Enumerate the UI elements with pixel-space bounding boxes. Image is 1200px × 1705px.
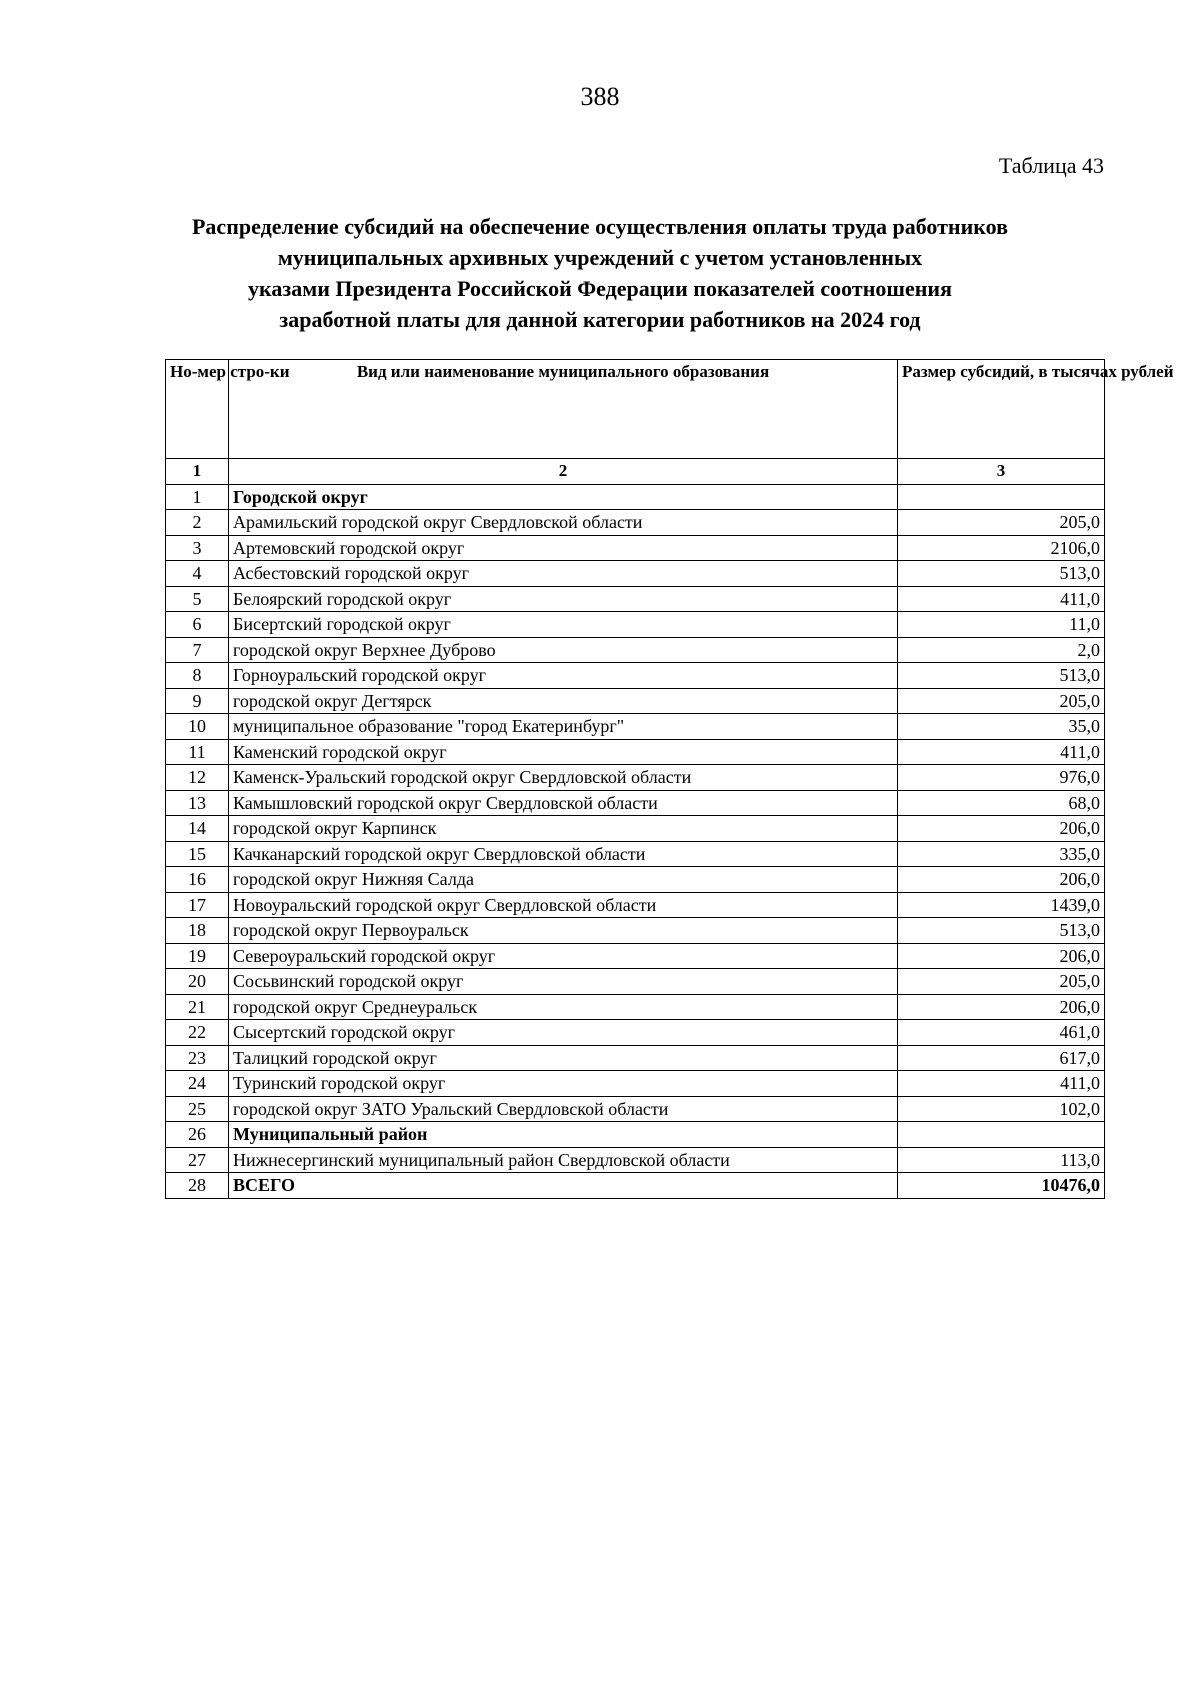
municipality-name: Асбестовский городской округ [229, 561, 898, 587]
row-number: 23 [166, 1045, 229, 1071]
municipality-name: городской округ ЗАТО Уральский Свердловской области [229, 1096, 898, 1122]
column-index: 2 [229, 459, 898, 485]
subsidy-amount: 10476,0 [898, 1173, 1105, 1199]
row-number: 4 [166, 561, 229, 587]
subsidy-amount [898, 1122, 1105, 1148]
header-subsidy-amount: Размер субсидий, в тысячах рублей [898, 360, 1105, 459]
table-row [166, 1173, 1105, 1199]
row-number: 17 [166, 892, 229, 918]
row-number: 26 [166, 1122, 229, 1148]
subsidy-amount: 2,0 [898, 637, 1105, 663]
table-row [166, 790, 1105, 816]
subsidy-amount: 1439,0 [898, 892, 1105, 918]
subsidy-amount: 206,0 [898, 867, 1105, 893]
row-number: 21 [166, 994, 229, 1020]
subsidy-amount: 68,0 [898, 790, 1105, 816]
table-row [166, 994, 1105, 1020]
municipality-name: Каменск-Уральский городской округ Свердловской области [229, 765, 898, 791]
table-row [166, 1045, 1105, 1071]
municipality-name: Нижнесергинский муниципальный район Свердловской области [229, 1147, 898, 1173]
subsidy-amount: 205,0 [898, 510, 1105, 536]
row-number: 11 [166, 739, 229, 765]
column-index-row [166, 459, 1105, 485]
column-index: 1 [166, 459, 229, 485]
table-body [166, 484, 1105, 1198]
table-row [166, 1071, 1105, 1097]
title-line: Распределение субсидий на обеспечение осуществления оплаты труда работников [191, 214, 1008, 239]
subsidy-amount: 35,0 [898, 714, 1105, 740]
table-row [166, 688, 1105, 714]
municipality-name: ВСЕГО [229, 1173, 898, 1199]
row-number: 1 [166, 484, 229, 510]
municipality-name: Городской округ [229, 484, 898, 510]
document-title [150, 211, 1050, 335]
table-row [166, 1122, 1105, 1148]
row-number: 20 [166, 969, 229, 995]
table-row [166, 765, 1105, 791]
subsidy-amount: 411,0 [898, 739, 1105, 765]
table-row [166, 1020, 1105, 1046]
row-number: 5 [166, 586, 229, 612]
subsidy-amount: 205,0 [898, 688, 1105, 714]
municipality-name: Арамильский городской округ Свердловской области [229, 510, 898, 536]
municipality-name: Артемовский городской округ [229, 535, 898, 561]
row-number: 16 [166, 867, 229, 893]
municipality-name: городской округ Верхнее Дуброво [229, 637, 898, 663]
row-number: 15 [166, 841, 229, 867]
subsidies-table [165, 359, 1174, 1199]
table-row [166, 918, 1105, 944]
table-row [166, 969, 1105, 995]
header-municipality-name: Вид или наименование муниципального образования [229, 360, 898, 459]
column-index: 3 [898, 459, 1105, 485]
table-row [166, 1096, 1105, 1122]
row-number: 13 [166, 790, 229, 816]
header-row-number: Но-мер стро-ки [166, 360, 229, 459]
municipality-name: Сысертский городской округ [229, 1020, 898, 1046]
municipality-name: Туринский городской округ [229, 1071, 898, 1097]
municipality-name: Муниципальный район [229, 1122, 898, 1148]
row-number: 14 [166, 816, 229, 842]
subsidy-amount: 206,0 [898, 816, 1105, 842]
row-number: 10 [166, 714, 229, 740]
table-row [166, 612, 1105, 638]
municipality-name: Сосьвинский городской округ [229, 969, 898, 995]
title-line: муниципальных архивных учреждений с учетом установленных [277, 245, 923, 270]
table-caption: Таблица 43 [998, 153, 1104, 178]
subsidy-amount: 205,0 [898, 969, 1105, 995]
row-number: 25 [166, 1096, 229, 1122]
table-row [166, 816, 1105, 842]
municipality-name: городской округ Первоуральск [229, 918, 898, 944]
municipality-name: Талицкий городской округ [229, 1045, 898, 1071]
row-number: 22 [166, 1020, 229, 1046]
subsidy-amount: 206,0 [898, 994, 1105, 1020]
row-number: 2 [166, 510, 229, 536]
municipality-name: городской округ Нижняя Салда [229, 867, 898, 893]
subsidy-amount: 2106,0 [898, 535, 1105, 561]
table-row [166, 663, 1105, 689]
table-row [166, 943, 1105, 969]
table-row [166, 561, 1105, 587]
subsidy-amount: 513,0 [898, 918, 1105, 944]
row-number: 24 [166, 1071, 229, 1097]
subsidy-amount: 113,0 [898, 1147, 1105, 1173]
table-row [166, 841, 1105, 867]
subsidy-amount: 617,0 [898, 1045, 1105, 1071]
page-number: 388 [580, 82, 620, 111]
row-number: 12 [166, 765, 229, 791]
municipality-name: Камышловский городской округ Свердловской области [229, 790, 898, 816]
row-number: 9 [166, 688, 229, 714]
municipality-name: муниципальное образование "город Екатеринбург" [229, 714, 898, 740]
subsidy-amount: 102,0 [898, 1096, 1105, 1122]
table-row [166, 714, 1105, 740]
subsidy-amount: 411,0 [898, 586, 1105, 612]
subsidy-amount [898, 484, 1105, 510]
row-number: 18 [166, 918, 229, 944]
table-row [166, 867, 1105, 893]
municipality-name: городской округ Карпинск [229, 816, 898, 842]
subsidy-amount: 513,0 [898, 561, 1105, 587]
title-line: указами Президента Российской Федерации показателей соотношения [248, 276, 952, 301]
municipality-name: Бисертский городской округ [229, 612, 898, 638]
table-row [166, 510, 1105, 536]
municipality-name: Новоуральский городской округ Свердловской области [229, 892, 898, 918]
row-number: 3 [166, 535, 229, 561]
subsidy-amount: 11,0 [898, 612, 1105, 638]
municipality-name: городской округ Среднеуральск [229, 994, 898, 1020]
subsidy-amount: 976,0 [898, 765, 1105, 791]
municipality-name: Североуральский городской округ [229, 943, 898, 969]
row-number: 27 [166, 1147, 229, 1173]
subsidy-amount: 335,0 [898, 841, 1105, 867]
row-number: 19 [166, 943, 229, 969]
row-number: 28 [166, 1173, 229, 1199]
subsidy-amount: 461,0 [898, 1020, 1105, 1046]
row-number: 7 [166, 637, 229, 663]
table-row [166, 586, 1105, 612]
table-row [166, 637, 1105, 663]
municipality-name: Горноуральский городской округ [229, 663, 898, 689]
table-row [166, 484, 1105, 510]
subsidy-amount: 206,0 [898, 943, 1105, 969]
subsidy-amount: 411,0 [898, 1071, 1105, 1097]
table-header-row [166, 360, 1105, 459]
table-row [166, 892, 1105, 918]
table-row [166, 739, 1105, 765]
subsidy-amount: 513,0 [898, 663, 1105, 689]
municipality-name: Белоярский городской округ [229, 586, 898, 612]
municipality-name: городской округ Дегтярск [229, 688, 898, 714]
municipality-name: Качканарский городской округ Свердловской области [229, 841, 898, 867]
row-number: 8 [166, 663, 229, 689]
row-number: 6 [166, 612, 229, 638]
municipality-name: Каменский городской округ [229, 739, 898, 765]
title-line: заработной платы для данной категории работников на 2024 год [279, 307, 921, 332]
table-row [166, 535, 1105, 561]
table-row [166, 1147, 1105, 1173]
